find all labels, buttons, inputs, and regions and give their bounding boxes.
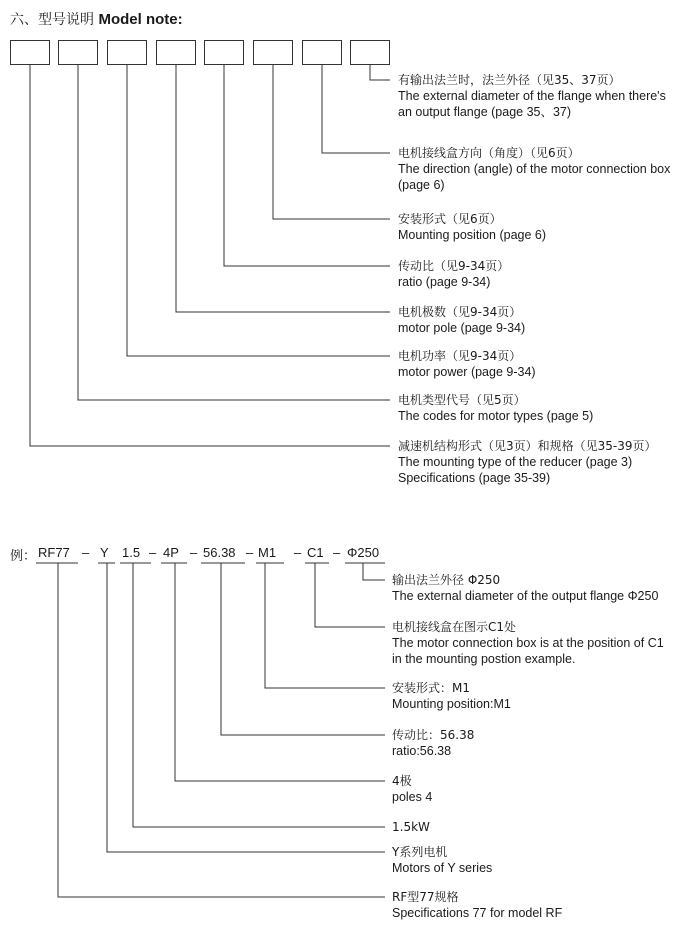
example-token: 1.5 bbox=[122, 545, 141, 560]
example-token: 4P bbox=[163, 545, 179, 560]
example-note bbox=[392, 889, 562, 921]
example-note-leader bbox=[133, 563, 385, 827]
example-separator: – bbox=[246, 545, 254, 560]
model-note-english: The external diameter of the flange when there's bbox=[398, 89, 666, 103]
example-separator: – bbox=[82, 545, 90, 560]
example-token: RF77 bbox=[38, 545, 70, 560]
model-note-english: motor power (page 9-34) bbox=[398, 365, 536, 379]
example-note-english: poles 4 bbox=[392, 790, 433, 804]
model-code-box bbox=[350, 40, 390, 65]
example-note-english: The external diameter of the output flange Φ250 bbox=[392, 589, 659, 603]
model-note bbox=[398, 438, 657, 486]
model-note-english: ratio (page 9-34) bbox=[398, 275, 491, 289]
example-note bbox=[392, 819, 430, 835]
heading-english: Model note: bbox=[98, 11, 183, 28]
example-note bbox=[392, 727, 474, 759]
model-note-leader bbox=[78, 65, 390, 400]
model-code-box bbox=[204, 40, 244, 65]
example-note bbox=[392, 680, 511, 712]
model-note-chinese: 电机接线盒方向（角度）（见6页） bbox=[398, 146, 580, 160]
model-note bbox=[398, 211, 546, 243]
example-note bbox=[392, 572, 658, 604]
example-note-chinese: 安装形式：M1 bbox=[392, 681, 470, 695]
example-note bbox=[392, 619, 664, 667]
example-separator: – bbox=[333, 545, 341, 560]
model-note-english: an output flange (page 35、37) bbox=[398, 105, 572, 119]
example-label: 例： bbox=[10, 549, 37, 564]
model-note bbox=[398, 304, 525, 336]
model-code-box bbox=[253, 40, 293, 65]
model-note-leader bbox=[370, 65, 390, 80]
model-note-english: The mounting type of the reducer (page 3) bbox=[398, 455, 633, 469]
model-note-chinese: 电机功率（见9-34页） bbox=[398, 349, 522, 363]
model-note-chinese: 安装形式（见6页） bbox=[398, 212, 502, 226]
example-separator: – bbox=[149, 545, 157, 560]
example-token: Y bbox=[100, 545, 109, 560]
example-separator: – bbox=[294, 545, 302, 560]
example-note-leader bbox=[315, 563, 385, 627]
model-note-english: Mounting position (page 6) bbox=[398, 228, 547, 242]
example-token: Φ250 bbox=[347, 545, 380, 560]
model-note bbox=[398, 392, 593, 424]
example-note-chinese: 传动比：56.38 bbox=[392, 728, 475, 742]
example-note bbox=[392, 844, 492, 876]
example-token: M1 bbox=[258, 545, 277, 560]
model-code-box bbox=[107, 40, 147, 65]
model-note-english: The direction (angle) of the motor connection box bbox=[398, 162, 671, 176]
model-code-box bbox=[10, 40, 50, 65]
model-code-box bbox=[302, 40, 342, 65]
example-note-english: The motor connection box is at the position of C1 bbox=[392, 636, 664, 650]
example-note-english: Specifications 77 for model RF bbox=[392, 906, 563, 920]
example-token: 56.38 bbox=[203, 545, 236, 560]
example-note-leader bbox=[175, 563, 385, 781]
example-note-leader bbox=[265, 563, 385, 688]
example-note-english: ratio:56.38 bbox=[392, 744, 452, 758]
model-note-leader bbox=[224, 65, 390, 266]
example-separator: – bbox=[190, 545, 198, 560]
model-note-english: motor pole (page 9-34) bbox=[398, 321, 526, 335]
model-note-chinese: 减速机结构形式（见3页）和规格（见35-39页） bbox=[398, 439, 657, 453]
model-note-chinese: 有输出法兰时，法兰外径（见35、37页） bbox=[398, 73, 621, 87]
model-note bbox=[398, 145, 670, 193]
model-code-box bbox=[58, 40, 98, 65]
example-note bbox=[392, 773, 432, 805]
example-note-chinese: 电机接线盒在图示C1处 bbox=[392, 620, 517, 634]
model-note-chinese: 电机类型代号（见5页） bbox=[398, 393, 526, 407]
example-note-chinese: Y系列电机 bbox=[392, 845, 448, 859]
model-note bbox=[398, 348, 536, 380]
model-note-chinese: 传动比（见9-34页） bbox=[398, 259, 510, 273]
heading-chinese: 六、型号说明 bbox=[10, 12, 94, 28]
example-token: C1 bbox=[307, 545, 324, 560]
example-note-leader bbox=[221, 563, 385, 735]
model-note-chinese: 电机极数（见9-34页） bbox=[398, 305, 522, 319]
model-note-leader bbox=[30, 65, 390, 446]
example-note-leader bbox=[363, 563, 385, 580]
model-note-leader bbox=[176, 65, 390, 312]
section-heading bbox=[10, 9, 183, 29]
example-note-chinese: 输出法兰外径 Φ250 bbox=[392, 573, 501, 587]
example-note-english: in the mounting postion example. bbox=[392, 652, 576, 666]
model-note-leader bbox=[273, 65, 390, 219]
example-note-chinese: RF型77规格 bbox=[392, 890, 459, 904]
model-note bbox=[398, 72, 666, 120]
model-note-english: Specifications (page 35-39) bbox=[398, 471, 551, 485]
model-note-english: The codes for motor types (page 5) bbox=[398, 409, 594, 423]
model-code-box bbox=[156, 40, 196, 65]
example-note-chinese: 4极 bbox=[392, 774, 412, 788]
example-note-leader bbox=[107, 563, 385, 852]
model-note bbox=[398, 258, 509, 290]
model-note-english: (page 6) bbox=[398, 178, 445, 192]
example-note-chinese: 1.5kW bbox=[392, 820, 430, 834]
model-note-leader bbox=[322, 65, 390, 153]
example-note-english: Mounting position:M1 bbox=[392, 697, 511, 711]
example-note-english: Motors of Y series bbox=[392, 861, 493, 875]
